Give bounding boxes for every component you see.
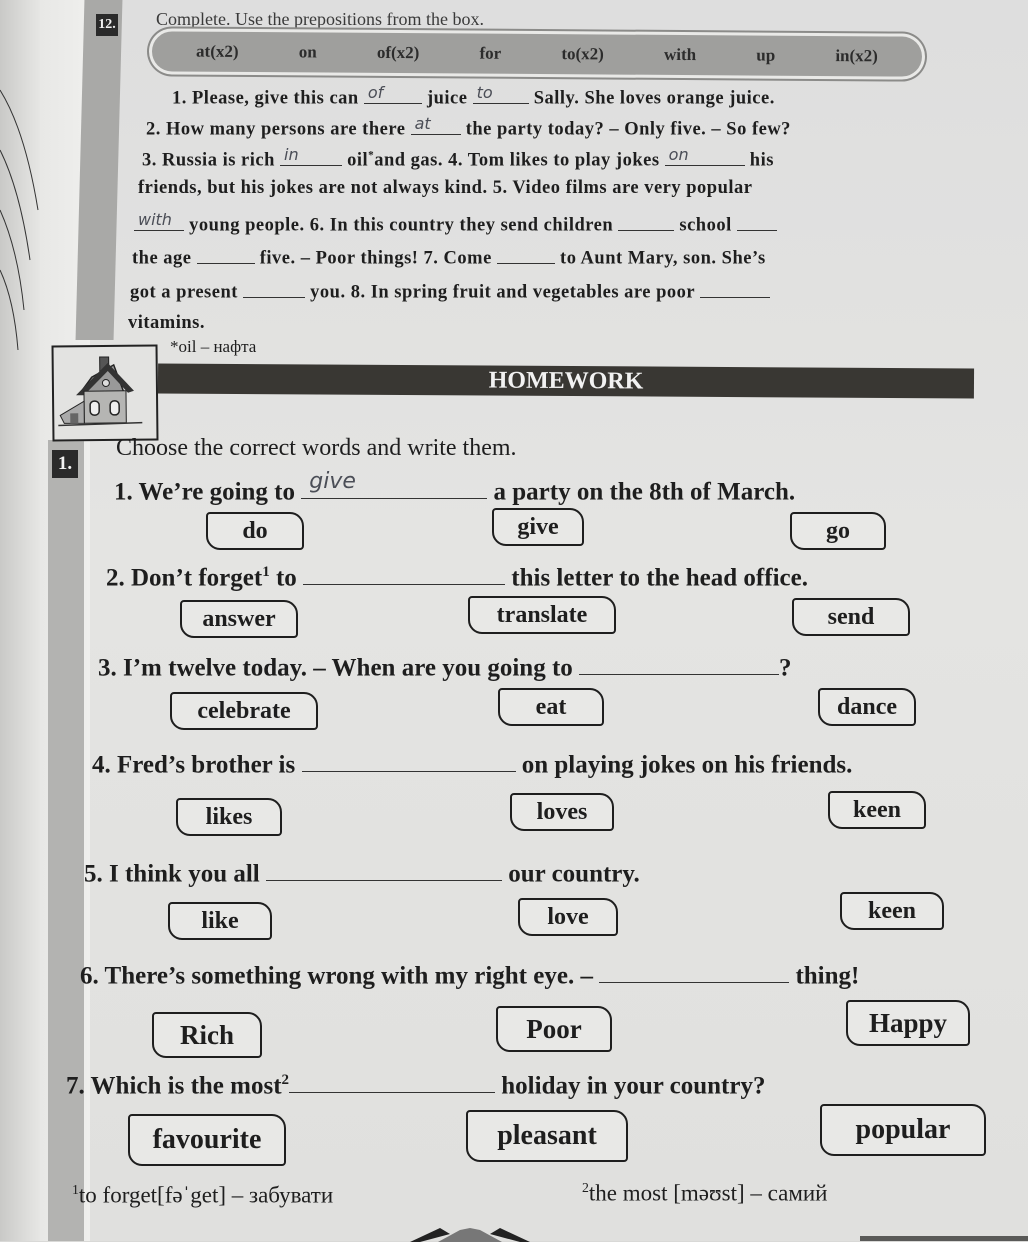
ex12-footnote: *oil – нафта xyxy=(170,337,257,356)
prep-word: in(x2) xyxy=(835,46,878,66)
option-happy[interactable]: Happy xyxy=(846,1000,970,1046)
footnote-2: $^2$the most [məʊst] – самий xyxy=(582,1180,828,1206)
footnote-1: $^1$to forget[fəˈget] – забувати xyxy=(72,1182,334,1208)
ex12-line-5: with young people. 6. In this country they send children school xyxy=(134,211,777,237)
answer-blank[interactable] xyxy=(243,278,305,298)
homework-house-icon-box xyxy=(52,344,159,441)
option-favourite[interactable]: favourite xyxy=(128,1114,286,1166)
option-go[interactable]: go xyxy=(790,512,886,550)
option-like[interactable]: like xyxy=(168,902,272,940)
question-3: 3. I’m twelve today. – When are you going to ? xyxy=(98,648,792,682)
answer-blank[interactable] xyxy=(303,558,505,585)
answer-blank[interactable]: in xyxy=(280,146,342,166)
exercise-12-number-badge: 12. xyxy=(96,14,118,36)
option-give[interactable]: give xyxy=(492,508,584,546)
option-likes[interactable]: likes xyxy=(176,798,282,836)
option-loves[interactable]: loves xyxy=(510,793,614,831)
question-6: 6. There’s something wrong with my right eye. – thing! xyxy=(80,956,859,990)
answer-blank[interactable]: to xyxy=(473,84,529,104)
ex12-line-3: 3. Russia is rich in oil*and gas. 4. Tom likes to play jokes on his xyxy=(142,144,774,171)
answer-blank[interactable]: give xyxy=(301,472,487,499)
prep-word: for xyxy=(479,43,502,63)
prep-word: of(x2) xyxy=(376,42,420,63)
ex12-line-8: vitamins. xyxy=(128,313,205,333)
option-love[interactable]: love xyxy=(518,898,618,936)
ex12-line-7: got a present you. 8. In spring fruit and vegetables are poor xyxy=(130,278,770,304)
prepositions-box xyxy=(152,31,922,76)
answer-blank[interactable]: at xyxy=(411,115,461,135)
question-1: 1. We’re going to give a party on the 8th of March. xyxy=(114,469,796,506)
prep-word: with xyxy=(663,44,697,65)
option-send[interactable]: send xyxy=(792,598,910,636)
exercise-1-number-badge: 1. xyxy=(52,450,78,478)
house-icon xyxy=(54,346,157,439)
answer-blank[interactable]: on xyxy=(665,146,745,166)
ex12-line-6: the age five. – Poor things! 7. Come to Aunt Mary, son. She’s xyxy=(132,244,766,270)
question-2: 2. Don’t forget$^1$ to this letter to the head office. xyxy=(106,558,808,592)
option-keen[interactable]: keen xyxy=(828,791,926,829)
option-pleasant[interactable]: pleasant xyxy=(466,1110,628,1162)
answer-blank[interactable]: of xyxy=(364,84,422,104)
answer-blank[interactable] xyxy=(197,244,255,264)
prep-word: to(x2) xyxy=(561,44,604,64)
question-7: 7. Which is the most$^2$ holiday in your country? xyxy=(66,1066,765,1100)
answer-blank[interactable]: with xyxy=(134,211,184,231)
ex12-line-1: 1. Please, give this can of juice to Sally. She loves orange juice. xyxy=(172,82,775,109)
option-popular[interactable]: popular xyxy=(820,1104,986,1156)
left-page-curve-lines xyxy=(0,50,40,450)
homework-banner: HOMEWORK xyxy=(158,364,974,399)
option-keen-2[interactable]: keen xyxy=(840,892,944,930)
option-dance[interactable]: dance xyxy=(818,688,916,726)
ex12-line-4: friends, but his jokes are not always kind. 5. Video films are very popular xyxy=(138,178,753,198)
question-4: 4. Fred’s brother is on playing jokes on his friends. xyxy=(92,745,852,779)
answer-blank[interactable] xyxy=(497,244,555,264)
answer-blank[interactable] xyxy=(579,648,779,675)
option-eat[interactable]: eat xyxy=(498,688,604,726)
option-translate[interactable]: translate xyxy=(468,596,616,634)
option-poor[interactable]: Poor xyxy=(496,1006,612,1052)
exercise-1-instruction: Choose the correct words and write them. xyxy=(116,435,517,461)
answer-blank[interactable] xyxy=(599,956,789,983)
answer-blank[interactable] xyxy=(737,211,777,231)
option-do[interactable]: do xyxy=(206,512,304,550)
prep-word: on xyxy=(298,42,317,62)
left-page-edge xyxy=(0,0,40,1241)
page-bottom-decoration xyxy=(410,1228,530,1242)
answer-blank[interactable] xyxy=(266,854,502,881)
question-5: 5. I think you all our country. xyxy=(84,854,640,888)
exercise-12-instruction: Complete. Use the prepositions from the box. xyxy=(156,9,484,29)
page-bottom-bar xyxy=(860,1236,1028,1241)
option-rich[interactable]: Rich xyxy=(152,1012,262,1058)
option-answer[interactable]: answer xyxy=(180,600,298,638)
margin-strip-bottom xyxy=(48,440,84,1241)
answer-blank[interactable] xyxy=(618,211,674,231)
answer-blank[interactable] xyxy=(700,278,770,298)
prep-word: up xyxy=(756,45,776,65)
answer-blank[interactable] xyxy=(289,1066,495,1093)
answer-blank[interactable] xyxy=(302,745,516,772)
option-celebrate[interactable]: celebrate xyxy=(170,692,318,730)
ex12-line-2: 2. How many persons are there at the party today? – Only five. – So few? xyxy=(146,113,791,140)
prep-word: at(x2) xyxy=(196,41,239,61)
